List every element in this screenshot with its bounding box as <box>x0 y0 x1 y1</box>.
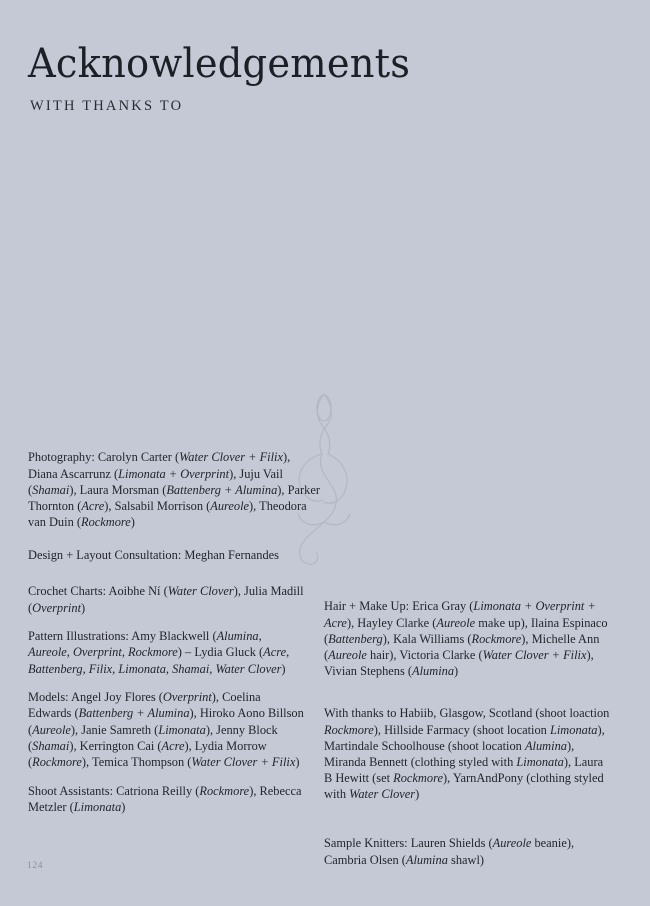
credit-block-production <box>28 571 306 827</box>
credit-block-hair-makeup <box>324 586 610 692</box>
credit-block-with-thanks <box>324 693 610 815</box>
credit-text-design-layout: Design + Layout Consultation: Meghan Fernandes <box>28 548 279 563</box>
masthead <box>28 41 608 115</box>
credit-text-with-thanks: With thanks to Habiib, Glasgow, Scotland (shoot loaction Rockmore), Hillside Farmacy (shoot location Limonata), Martindale Schoolhouse (shoot location Alumina), Miranda Bennett (clothing styled with Limonata), Laura B Hewitt (set Rockmore), YarnAndPony (clothing styled with Water Clover) <box>324 706 610 802</box>
credit-block-photography <box>28 437 320 543</box>
credit-text-shoot-assistants: Shoot Assistants: Catriona Reilly (Rockmore), Rebecca Metzler (Limonata) <box>28 783 302 814</box>
page-title: Acknowledgements <box>28 41 411 87</box>
credit-text-sample-knitters: Sample Knitters: Lauren Shields (Aureole beanie), Cambria Olsen (Alumina shawl) <box>324 836 575 867</box>
credit-text-pattern-illustrations: Pattern Illustrations: Amy Blackwell (Alumina, Aureole, Overprint, Rockmore) – Lydia Gluck (Acre, Battenberg, Filix, Limonata, Shamai, Water Clover) <box>28 629 290 676</box>
page-subtitle: WITH THANKS TO <box>30 98 184 114</box>
credit-text-photography: Photography: Carolyn Carter (Water Clover + Filix), Diana Ascarrunz (Limonata + Overprint), Juju Vail (Shamai), Laura Morsman (Battenberg + Alumina), Parker Thornton (Acre), Salsabil Morrison (Aureole), Theodora van Duin (Rockmore) <box>28 450 320 530</box>
page-number: 124 <box>27 861 44 871</box>
credit-text-models: Models: Angel Joy Flores (Overprint), Coelina Edwards (Battenberg + Alumina), Hiroko Aono Billson (Aureole), Janie Samreth (Limonata), Jenny Block (Shamai), Kerrington Cai (Acre), Lydia Morrow (Rockmore), Temica Thompson (Water Clover + Filix) <box>28 690 304 769</box>
credit-text-hair-makeup: Hair + Make Up: Erica Gray (Limonata + Overprint + Acre), Hayley Clarke (Aureole make up), Ilaina Espinaco (Battenberg), Kala Williams (Rockmore), Michelle Ann (Aureole hair), Victoria Clarke (Water Clover + Filix), Vivian Stephens (Alumina) <box>324 599 608 679</box>
credit-block-sample-knitters <box>324 823 610 880</box>
credit-block-design-layout <box>28 535 320 576</box>
credit-text-crochet-charts: Crochet Charts: Aoibhe Ní (Water Clover), Julia Madill (Overprint) <box>28 584 304 615</box>
